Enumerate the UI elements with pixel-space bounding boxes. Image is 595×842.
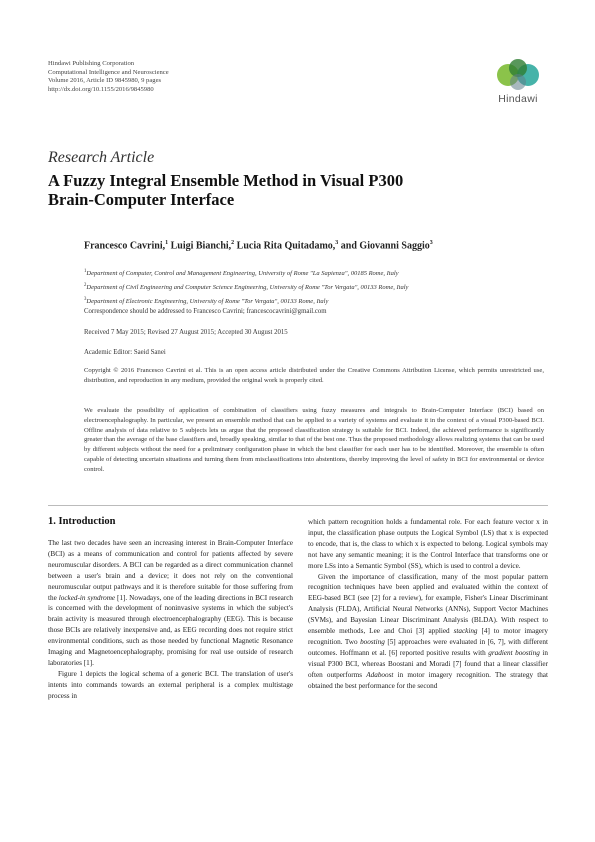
journal-name: Computational Intelligence and Neuroscience [48, 68, 169, 76]
title-line-2: Brain-Computer Interface [48, 190, 235, 209]
hindawi-logo [484, 58, 552, 108]
journal-header [48, 60, 169, 94]
section-heading-introduction: 1. Introduction [48, 516, 116, 527]
publisher-name: Hindawi Publishing Corporation [48, 60, 135, 67]
hindawi-logo-icon [484, 58, 552, 94]
volume-info: Volume 2016, Article ID 9845980, 9 pages [48, 77, 162, 85]
affiliation-item: $^1$Department of Computer, Control and Management Engineering, University of Rome "La Sapienza", 00185 Rome, Italy [84, 269, 399, 278]
article-type: Research Article [48, 149, 155, 166]
abstract: We evaluate the possibility of application of combination of classifiers using fuzzy measures and integrals to Brain-Computer Interface (BCI) based on electroencephalography. In particular, we present an ensemble method that can be applied to a variety of systems and evaluate it in the context of a visual P300-based BCI. Offline analysis of data relative to 5 subjects lets us argue that the proposed classification strategy is suitable for BCI. Indeed, the achieved performance is significantly greater than the average of the base classifiers and, broadly speaking, similar to that of the best one. Thus the proposed methodology allows realizing systems that can be used by different subjects without the need for a preliminary configuration phase in which the best classifier for each user has to be identified. Moreover, the ensemble is often capable of detecting uncertain situations and turning them from misclassifications into abstentions, thereby improving the level of safety in BCI for environmental or device control. [84, 407, 544, 473]
affiliation-item: $^2$Department of Civil Engineering and Computer Science Engineering, University of Rome "Tor Vergata", 00133 Rome, Italy [84, 283, 409, 292]
author-affil-sup: 2 [231, 240, 235, 246]
author-list [84, 240, 433, 251]
right-column-body [308, 517, 548, 692]
section-divider [48, 505, 548, 506]
copyright-notice: Copyright © 2016 Francesco Cavrini et al. This is an open access article distributed under the Creative Commons Attribution License, which permits unrestricted use, distribution, and reproduction in any medium, provided the original work is properly cited. [84, 367, 544, 384]
affiliations [84, 266, 408, 308]
received-dates: Received 7 May 2015; Revised 27 August 2015; Accepted 30 August 2015 [84, 329, 288, 336]
author-name: and Giovanni Saggio [340, 240, 430, 252]
author-affil-sup: 3 [429, 240, 433, 246]
doi-link[interactable]: http://dx.doi.org/10.1155/2016/9845980 [48, 85, 154, 93]
paragraph: Figure 1 depicts the logical schema of a generic BCI. The translation of user's intents into commands towards an external peripheral is a complex multistage process in [48, 669, 293, 700]
paragraph: which pattern recognition holds a fundamental role. For each feature vector x in input, the classification phase outputs the Logical Symbol (LS) that x is expected to encode, that is, the class to which x is expected to belong. Logical symbols may not have any semantic meaning; it is the Control Interface that transforms one or more LSs into a Semantic Symbol (SS), which is used to control a device. [308, 518, 548, 570]
academic-editor: Academic Editor: Saeid Sanei [84, 349, 166, 356]
author-name: Lucia Rita Quitadamo, [236, 240, 336, 252]
paragraph: The last two decades have seen an increasing interest in Brain-Computer Interface (BCI) as a means of communication and control for patients affected by severe neuromuscular disorders. A BCI can be regarded as a direct communication channel between a user's brain and a device; it does not rely on the conventional neuromuscular output pathways and it is therefore suitable for those suffering from the locked-in syndrome [1]. Nowadays, one of the leading directions in BCI research is concerned with the development of noninvasive systems in which the subject's brain activity is measured through electroencephalography (EEG). This is because those BCIs are relatively inexpensive and, as EEG recording does not require strict environmental conditions, such as those needed by functional Magnetic Resonance Imaging and Magnetoencephalography, promising for real use outside of research laboratories [1]. [48, 539, 294, 667]
paper-title [48, 171, 488, 209]
author-affil-sup: 3 [335, 240, 339, 246]
author-name: Luigi Bianchi, [170, 240, 232, 252]
left-column-body [48, 538, 293, 702]
correspondence: Correspondence should be addressed to Francesco Cavrini; francescocavrini@gmail.com [84, 308, 327, 315]
affiliation-item: $^3$Department of Electronic Engineering, University of Rome "Tor Vergata", 00133 Rome, Italy [84, 297, 329, 306]
author-affil-sup: 1 [165, 240, 169, 246]
title-line-1: A Fuzzy Integral Ensemble Method in Visual P300 [48, 171, 404, 190]
author-name: Francesco Cavrini, [84, 240, 166, 252]
logo-text: Hindawi [498, 93, 538, 105]
paragraph: Given the importance of classification, many of the most popular pattern recognition techniques have been applied and evaluated within the context of EEG-based BCI (see [2] for a review), for example, Fisher's Linear Discriminant Analysis (FLDA), Artificial Neural Networks (ANNs), Support Vector Machines (SVMs), and Bayesian Linear Discriminant Analysis (BLDA). With respect to ensemble methods, Lee and Choi [3] applied stacking [4] to motor imagery recognition. Two boosting [5] approaches were evaluated in [6, 7], with different outcomes. Hoffmann et al. [6] reported positive results with gradient boosting in visual P300 BCI, whereas Boostani and Moradi [7] found that a linear classifier often outperforms Adaboost in motor imagery recognition. The strategy that obtained the best performance for the second [308, 572, 548, 690]
